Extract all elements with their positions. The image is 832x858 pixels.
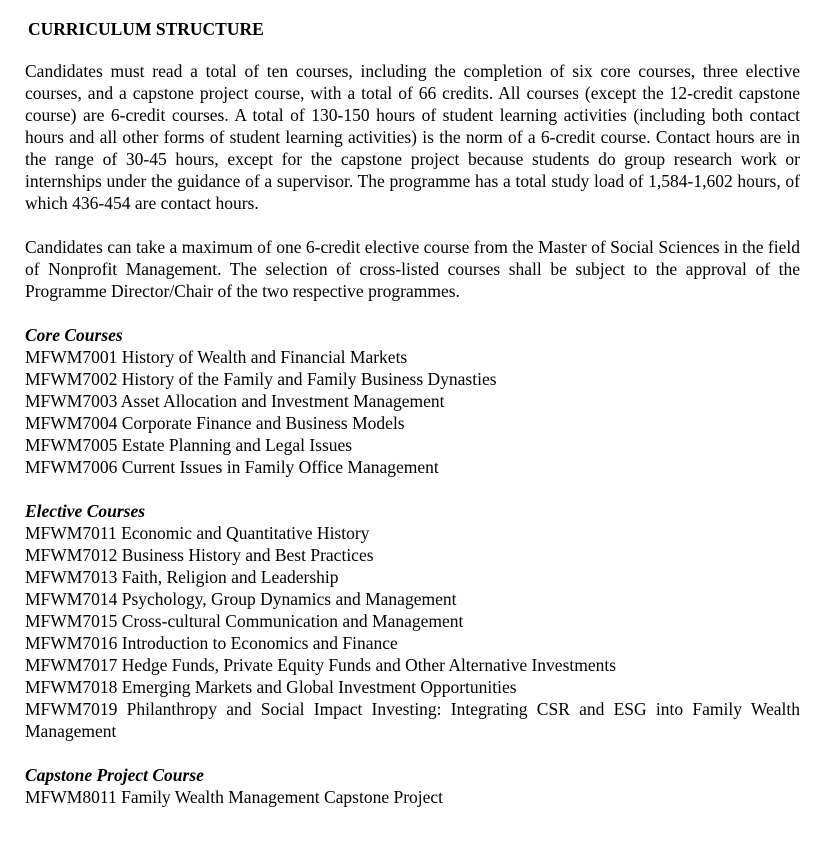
course-item: MFWM7015 Cross-cultural Communication and Management bbox=[25, 611, 464, 631]
capstone-courses-list bbox=[25, 786, 800, 808]
course-item: MFWM7004 Corporate Finance and Business Models bbox=[25, 413, 405, 433]
intro-paragraph: Candidates must read a total of ten courses, including the completion of six core courses, three elective courses, and a capstone project course, with a total of 66 credits. All courses (except the 12-credit capstone course) are 6-credit courses. A total of 130-150 hours of student learning activities (including both contact hours and all other forms of student learning activities) is the norm of a 6-credit course. Contact hours are in the range of 30-45 hours, except for the capstone project because students do group research work or internships under the guidance of a supervisor. The programme has a total study load of 1,584-1,602 hours, of which 436-454 are contact hours. bbox=[25, 61, 800, 213]
elective-courses-section bbox=[25, 500, 800, 742]
course-item: MFWM7013 Faith, Religion and Leadership bbox=[25, 567, 339, 587]
course-item: MFWM7012 Business History and Best Practices bbox=[25, 545, 374, 565]
course-item: MFWM7005 Estate Planning and Legal Issues bbox=[25, 435, 353, 455]
course-item: MFWM7001 History of Wealth and Financial Markets bbox=[25, 347, 408, 367]
core-courses-section bbox=[25, 324, 800, 478]
capstone-section bbox=[25, 764, 800, 808]
course-item: MFWM7018 Emerging Markets and Global Investment Opportunities bbox=[25, 677, 517, 697]
course-item: MFWM7002 History of the Family and Family Business Dynasties bbox=[25, 369, 497, 389]
course-item: MFWM7014 Psychology, Group Dynamics and Management bbox=[25, 589, 457, 609]
document-page bbox=[25, 18, 800, 808]
course-item: MFWM7016 Introduction to Economics and Finance bbox=[25, 633, 398, 653]
course-item: MFWM8011 Family Wealth Management Capstone Project bbox=[25, 787, 444, 807]
elective-courses-list bbox=[25, 522, 800, 742]
cross-listing-paragraph: Candidates can take a maximum of one 6-credit elective course from the Master of Social Sciences in the field of Nonprofit Management. The selection of cross-listed courses shall be subject to the approval of the Programme Director/Chair of the two respective programmes. bbox=[25, 237, 800, 301]
elective-courses-heading: Elective Courses bbox=[25, 501, 146, 521]
course-item: MFWM7019 Philanthropy and Social Impact Investing: Integrating CSR and ESG into Family Wealth Management bbox=[25, 699, 800, 741]
course-item: MFWM7006 Current Issues in Family Office Management bbox=[25, 457, 439, 477]
core-courses-heading: Core Courses bbox=[25, 325, 123, 345]
core-courses-list bbox=[25, 346, 800, 478]
course-item: MFWM7003 Asset Allocation and Investment Management bbox=[25, 391, 445, 411]
course-item: MFWM7017 Hedge Funds, Private Equity Funds and Other Alternative Investments bbox=[25, 655, 617, 675]
capstone-heading: Capstone Project Course bbox=[25, 765, 204, 785]
page-title: CURRICULUM STRUCTURE bbox=[28, 19, 264, 39]
course-item: MFWM7011 Economic and Quantitative History bbox=[25, 523, 370, 543]
